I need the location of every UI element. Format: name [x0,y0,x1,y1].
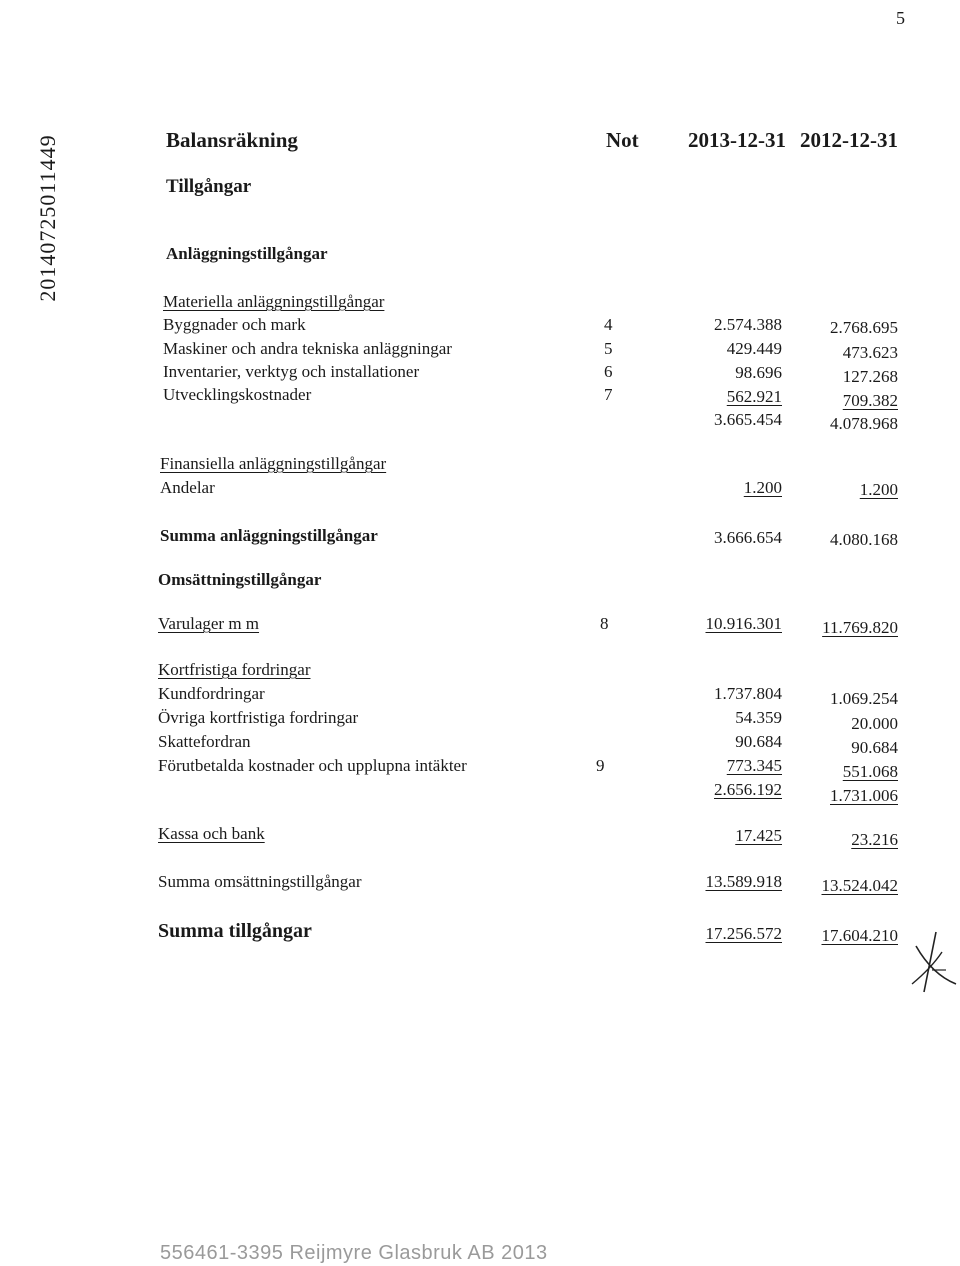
row-previous: 20.000 [851,714,898,733]
assets-heading: Tillgångar [166,176,252,197]
current-assets-total-current: 13.589.918 [705,872,782,891]
assets-total-previous: 17.604.210 [821,926,898,945]
row-note: 8 [600,614,609,633]
page-number: 5 [896,8,905,28]
row-previous: 1.069.254 [830,689,898,708]
row-note: 6 [604,362,613,381]
current-assets-heading: Omsättningstillgångar [158,570,322,589]
row-note: 5 [604,339,613,358]
row-previous: 1.200 [859,480,898,499]
row-note: 4 [604,315,613,334]
row-previous: 473.623 [842,343,898,362]
cash-current: 17.425 [735,826,782,845]
tangible-subtotal-previous: 4.078.968 [830,414,898,433]
current-assets-total-text: Summa omsättningstillgångar [158,872,362,891]
fixed-assets-total-current: 3.666.654 [714,528,782,547]
assets-total-current: 17.256.572 [705,924,782,943]
row-current: 98.696 [735,363,782,382]
row-note: 9 [596,756,605,775]
document-id: 20140725011449 [35,134,60,302]
row-label: Övriga kortfristiga fordringar [158,708,359,727]
row-label: Skattefordran [158,732,251,751]
inventory-previous: 11.769.820 [822,618,898,637]
inventory-label: Varulager m m [158,614,260,633]
fixed-assets-heading: Anläggningstillgångar [166,244,328,263]
row-label: Förutbetalda kostnader och upplupna intäkter [158,756,467,775]
page-title: Balansräkning [166,128,298,152]
row-current: 1.200 [743,478,782,497]
row-label: Kundfordringar [158,684,265,703]
signature-mark [902,930,958,996]
receivables-subtotal-previous: 1.731.006 [830,786,898,805]
row-label: Andelar [160,478,215,497]
inventory-current: 10.916.301 [705,614,782,633]
row-current: 54.359 [735,708,782,727]
row-note: 7 [604,385,613,404]
row-previous: 709.382 [842,391,898,410]
row-previous: 2.768.695 [830,318,898,337]
row-label: Inventarier, verktyg och installationer [163,362,420,381]
current-assets-total-label [158,872,362,892]
fixed-assets-total-label: Summa anläggningstillgångar [160,526,378,545]
row-current: 562.921 [726,387,782,406]
row-current: 1.737.804 [714,684,782,703]
row-label: Byggnader och mark [163,315,306,334]
note-column-header: Not [606,128,639,152]
row-current: 90.684 [735,732,782,751]
tangible-subtotal-current: 3.665.454 [714,410,782,429]
cash-label: Kassa och bank [158,824,265,843]
assets-total-label: Summa tillgångar [158,920,312,942]
receivables-heading: Kortfristiga fordringar [158,660,311,679]
row-previous: 551.068 [842,762,898,781]
financial-assets-heading: Finansiella anläggningstillgångar [160,454,387,473]
row-current: 429.449 [726,339,782,358]
receivables-subtotal-current: 2.656.192 [714,780,782,799]
row-label: Utvecklingskostnader [163,385,312,404]
fixed-assets-total-previous: 4.080.168 [830,530,898,549]
row-current: 773.345 [726,756,782,775]
previous-year-header: 2012-12-31 [800,128,898,152]
footer-text: 556461-3395 Reijmyre Glasbruk AB 2013 [160,1242,548,1264]
tangible-assets-heading: Materiella anläggningstillgångar [163,292,385,311]
current-year-header: 2013-12-31 [688,128,786,152]
row-current: 2.574.388 [714,315,782,334]
row-previous: 127.268 [842,367,898,386]
current-assets-total-previous: 13.524.042 [821,876,898,895]
row-previous: 90.684 [851,738,898,757]
cash-previous: 23.216 [851,830,898,849]
row-label: Maskiner och andra tekniska anläggningar [163,339,452,358]
